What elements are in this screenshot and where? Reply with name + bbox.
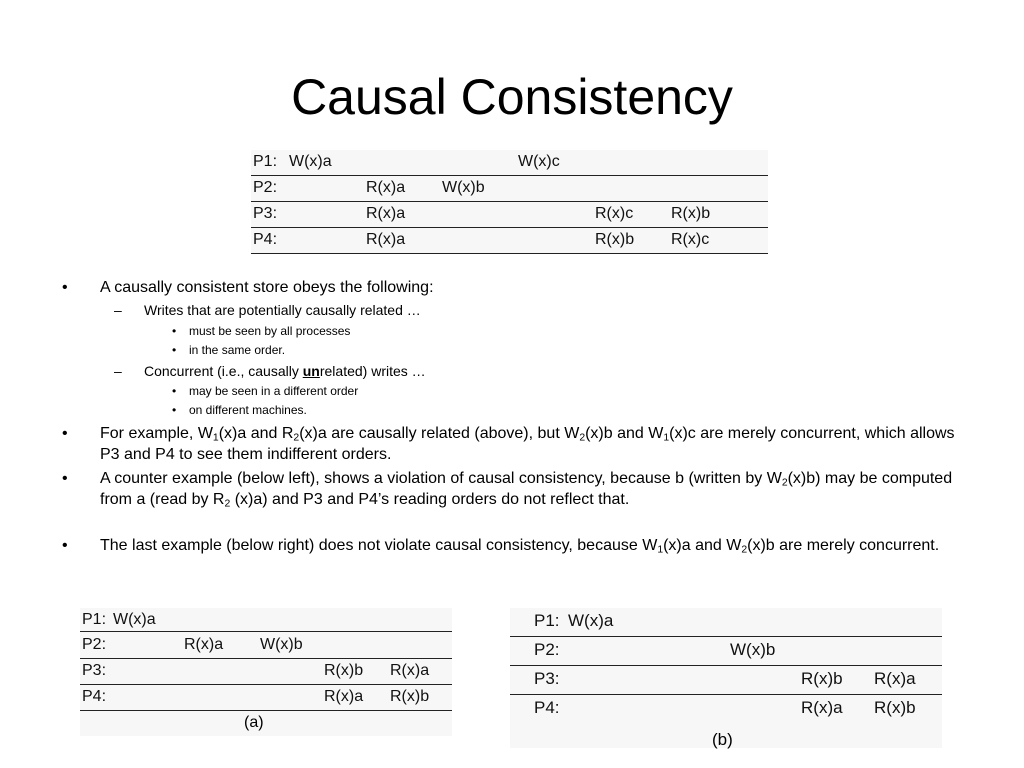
bullet-text-last-example: The last example (below right) does not violate causal consistency, because $W_1(x)a$ and $W_2(x)b$ are merely concurrent. xyxy=(100,537,940,556)
counter-example-figure-a xyxy=(80,608,452,736)
bullet-dot-icon: • xyxy=(62,537,68,554)
process-row-p4 xyxy=(510,695,942,723)
operation: W(x)b xyxy=(730,640,776,659)
sub-bullet-text: Writes that are potentially causally related … xyxy=(144,302,421,318)
bullet-dot-icon: • xyxy=(172,343,177,357)
operation: R(x)a xyxy=(874,669,916,688)
bullet-text-counter-example: A counter example (below left), shows a violation of causal consistency, because b (written by $W_2(x)b$) may be computed from a (read by $R_2$ (x)a) and P3 and P4’s reading orders do not reflect that. xyxy=(100,470,953,510)
process-label: P4: xyxy=(82,688,107,705)
process-row-p4 xyxy=(80,685,452,711)
process-label: P1: xyxy=(82,611,107,628)
concurrent-example-figure-b xyxy=(510,608,942,748)
sub-sub-bullet-text: may be seen in a different order xyxy=(189,384,359,398)
operation: R(x)b xyxy=(324,662,364,679)
bullet-dot-icon: • xyxy=(62,425,68,442)
bullet-text: A causally consistent store obeys the following: xyxy=(100,279,434,296)
operation: R(x)a xyxy=(184,636,224,653)
process-label: P2: xyxy=(82,636,107,653)
process-label: P1: xyxy=(534,611,560,630)
operation: R(x)a xyxy=(366,231,406,248)
figure-caption: (b) xyxy=(712,730,733,749)
operation: R(x)c xyxy=(595,205,634,222)
operation: R(x)b xyxy=(595,231,635,248)
process-row-p1 xyxy=(510,608,942,637)
process-row-p2 xyxy=(80,633,452,659)
operation: W(x)b xyxy=(442,179,485,196)
bullet-dot-icon: • xyxy=(172,324,177,338)
operation: W(x)a xyxy=(289,153,332,170)
operation: R(x)b xyxy=(874,698,916,717)
operation: W(x)a xyxy=(568,611,614,630)
sub-sub-bullet-text: in the same order. xyxy=(189,343,286,357)
process-label: P4: xyxy=(253,231,278,248)
process-label: P2: xyxy=(534,640,560,659)
operation: R(x)a xyxy=(801,698,843,717)
process-label: P2: xyxy=(253,179,278,196)
process-label: P3: xyxy=(82,662,107,679)
operation: R(x)b xyxy=(801,669,843,688)
slide-title: Causal Consistency xyxy=(291,69,733,125)
bullet-dot-icon: • xyxy=(172,403,177,417)
operation: W(x)b xyxy=(260,636,303,653)
sub-sub-bullet-text: must be seen by all processes xyxy=(189,324,351,338)
operation: R(x)a xyxy=(390,662,430,679)
process-row-p3 xyxy=(510,666,942,695)
process-label: P1: xyxy=(253,153,278,170)
process-label: P3: xyxy=(253,205,278,222)
process-row-p1 xyxy=(80,608,452,632)
operation: R(x)b xyxy=(671,205,711,222)
bullet-text-example: For example, $W_1(x)a$ and $R_2(x)a$ are causally related (above), but $W_2(x)b$ and $W_1(x)c$ are merely concurrent, which allows P3 and P4 to see them indifferent orders. xyxy=(100,425,955,463)
dash-icon: – xyxy=(114,302,122,318)
process-row-p3 xyxy=(80,659,452,685)
process-label: P3: xyxy=(534,669,560,688)
figure-caption: (a) xyxy=(244,714,264,731)
operation: W(x)c xyxy=(518,153,560,170)
process-label: P4: xyxy=(534,698,560,717)
operation: R(x)a xyxy=(366,205,406,222)
sub-bullet-text: Concurrent (i.e., causally unrelated) writes … xyxy=(144,363,426,379)
operation: R(x)c xyxy=(671,231,710,248)
operation: R(x)a xyxy=(324,688,364,705)
bullet-dot-icon: • xyxy=(62,470,68,487)
dash-icon: – xyxy=(114,363,122,379)
sub-sub-bullet-text: on different machines. xyxy=(189,403,307,417)
operation: R(x)a xyxy=(366,179,406,196)
process-row-p2 xyxy=(510,637,942,666)
bullet-dot-icon: • xyxy=(62,279,68,296)
operation: R(x)b xyxy=(390,688,430,705)
bullet-dot-icon: • xyxy=(172,384,177,398)
operation: W(x)a xyxy=(113,611,156,628)
